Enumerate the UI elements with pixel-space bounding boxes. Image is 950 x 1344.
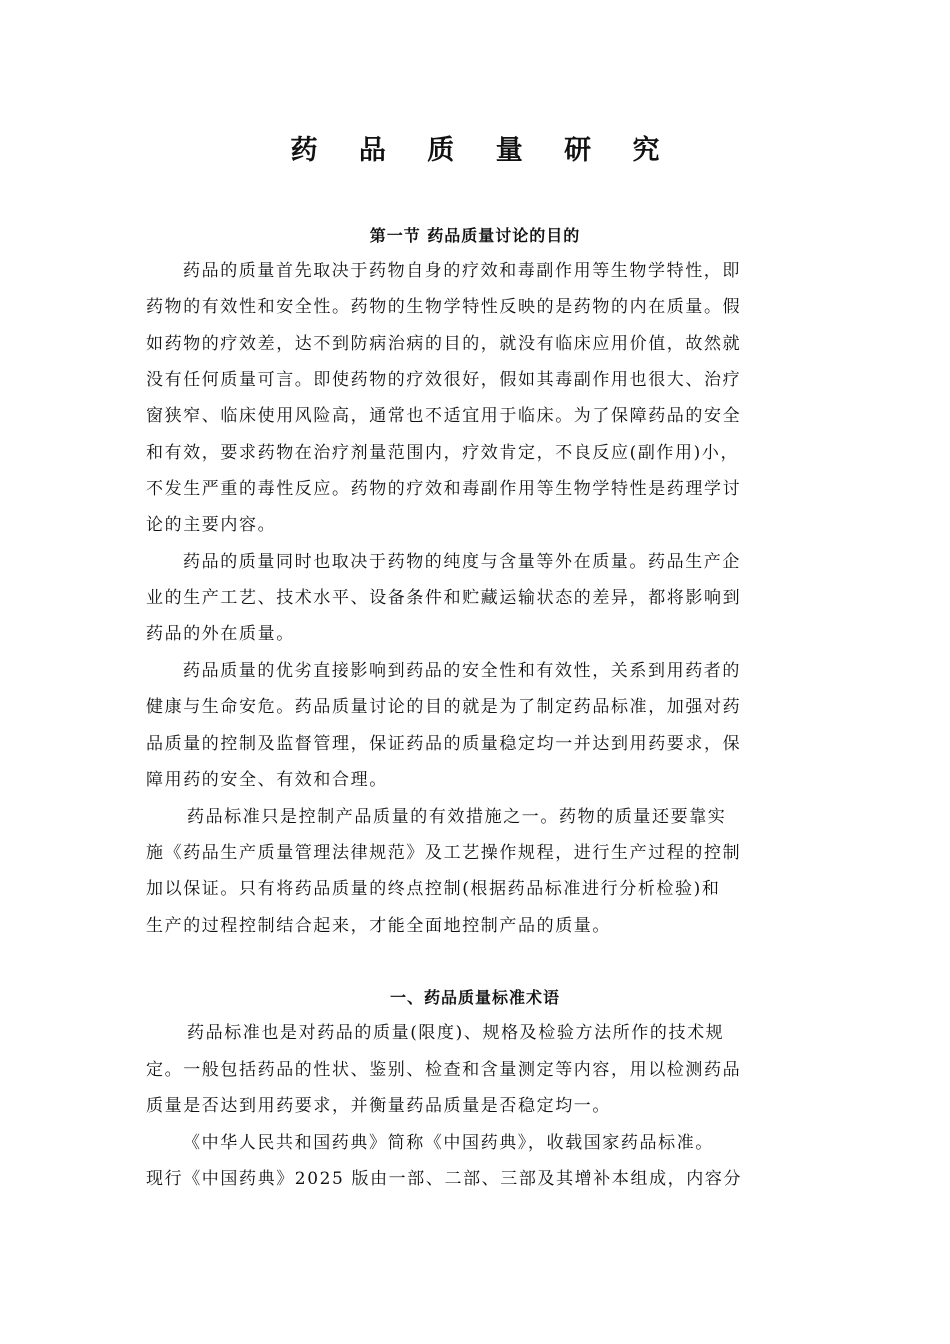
paragraph-line: 药品的质量同时也取决于药物的纯度与含量等外在质量。药品生产企 [183,552,741,572]
paragraph-line: 生产的过程控制结合起来，才能全面地控制产品的质量。 [146,916,611,936]
paragraph-line: 业的生产工艺、技术水平、设备条件和贮藏运输状态的差异，都将影响到 [146,588,742,608]
section-heading-terminology: 一、药品质量标准术语 [389,988,560,1007]
paragraph-line: 施《药品生产质量管理法律规范》及工艺操作规程，进行生产过程的控制 [146,843,742,863]
paragraph-line: 如药物的疗效差，达不到防病治病的目的，就没有临床应用价值，故然就 [146,334,742,354]
paragraph-line: 《中华人民共和国药典》简称《中国药典》，收载国家药品标准。 [183,1133,714,1153]
section-heading-purpose: 第一节 药品质量讨论的目的 [369,226,581,245]
paragraph-line: 没有任何质量可言。即使药物的疗效很好，假如其毒副作用也很大、治疗 [146,370,742,390]
paragraph-line: 和有效，要求药物在治疗剂量范围内，疗效肯定，不良反应(副作用)小， [146,443,740,463]
paragraph-line: 药品的质量首先取决于药物自身的疗效和毒副作用等生物学特性，即 [183,261,741,281]
paragraph-line: 药品的外在质量。 [146,624,295,644]
document-title: 药 品 质 量 研 究 [290,135,676,166]
paragraph-line: 障用药的安全、有效和合理。 [146,770,388,790]
paragraph-line: 药品质量的优劣直接影响到药品的安全性和有效性，关系到用药者的 [183,661,741,681]
paragraph-line: 定。一般包括药品的性状、鉴别、检查和含量测定等内容，用以检测药品 [146,1060,742,1080]
paragraph-line: 药品标准只是控制产品质量的有效措施之一。药物的质量还要靠实 [187,807,727,827]
paragraph-line: 不发生严重的毒性反应。药物的疗效和毒副作用等生物学特性是药理学讨 [146,479,742,499]
paragraph-line: 药品标准也是对药品的质量(限度)、规格及检验方法所作的技术规 [187,1023,725,1043]
paragraph-line: 现行《中国药典》2025 版由一部、二部、三部及其增补本组成，内容分 [146,1169,743,1189]
paragraph-line: 健康与生命安危。药品质量讨论的目的就是为了制定药品标准，加强对药 [146,697,742,717]
paragraph-line: 品质量的控制及监督管理，保证药品的质量稳定均一并达到用药要求，保 [146,734,742,754]
paragraph-line: 窗狭窄、临床使用风险高，通常也不适宜用于临床。为了保障药品的安全 [146,406,742,426]
paragraph-line: 论的主要内容。 [146,515,277,535]
paragraph-line: 加以保证。只有将药品质量的终点控制(根据药品标准进行分析检验)和 [146,879,721,899]
paragraph-line: 药物的有效性和安全性。药物的生物学特性反映的是药物的内在质量。假 [146,297,742,317]
paragraph-line: 质量是否达到用药要求，并衡量药品质量是否稳定均一。 [146,1096,611,1116]
